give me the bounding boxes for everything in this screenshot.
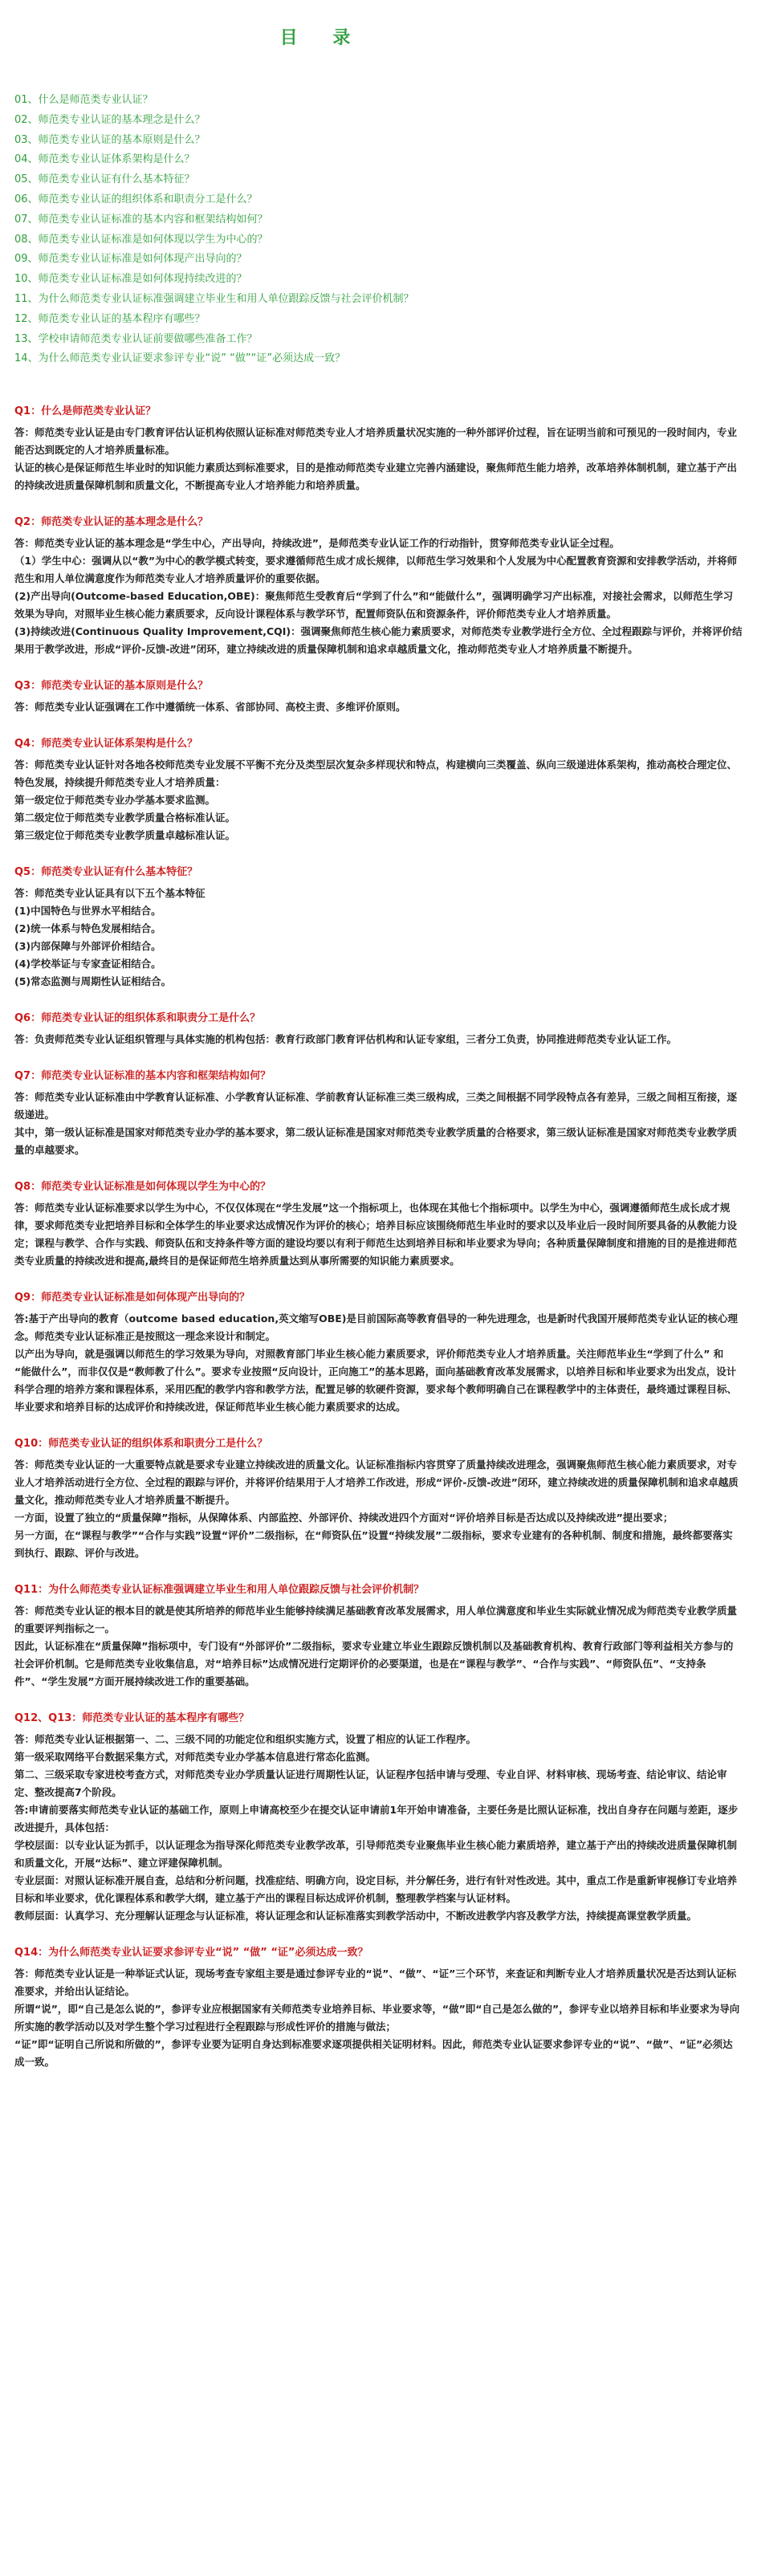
answer-paragraph: 答：师范类专业认证具有以下五个基本特征 [14, 887, 206, 900]
question-heading: Q1：什么是师范类专业认证？ [14, 405, 157, 418]
answer-paragraph: 答：师范类专业认证针对各地各校师范类专业发展不平衡不充分及类型层次复杂多样现状和特点，构建横向三类覆盖、纵向三级递进体系架构，推动高校合理定位、特色发展，持续提升师范类专业人才培养质量： [14, 759, 738, 789]
answer-paragraph: 第二级定位于师范类专业教学质量合格标准认证。 [14, 812, 236, 824]
toc-list [14, 91, 743, 369]
faq-section-6 [14, 1010, 743, 1048]
toc-item-13[interactable]: 13、学校申请师范类专业认证前要做哪些准备工作？ [14, 332, 258, 345]
answer-paragraph: 第二、三级采取专家进校考查方式，对师范类专业办学质量认证进行周期性认证，认证程序包括申请与受理、专业自评、材料审核、现场考查、结论审议、结论审定、整改提高7个阶段。 [14, 1768, 727, 1799]
answer-paragraph: 第一级采取网络平台数据采集方式，对师范类专业办学基本信息进行常态化监测。 [14, 1751, 376, 1764]
answer-paragraph: 其中，第一级认证标准是国家对师范类专业办学的基本要求，第二级认证标准是国家对师范类专业教学质量的合格要求，第三级认证标准是国家对师范类专业教学质量的卓越要求。 [14, 1126, 738, 1157]
question-heading: Q5：师范类专业认证有什么基本特征？ [14, 866, 198, 879]
faq-section-2 [14, 514, 743, 658]
toc-item-9[interactable]: 09、师范类专业认证标准是如何体现产出导向的？ [14, 253, 247, 266]
answer-paragraph: (2)产出导向(Outcome-based Education,OBE)：聚焦师范生受教育后“学到了什么”和“能做什么”，强调明确学习产出标准，对接社会需求，以师范生学习效果为导向，对照毕业生核心能力素质要求，反向设计课程体系与教学环节，配置师资队伍和资源条件，评价师范类专业人才培养质量。 [14, 590, 734, 621]
answer-paragraph: 认证的核心是保证师范生毕业时的知识能力素质达到标准要求，目的是推动师范类专业建立完善内涵建设，聚焦师范生能力培养，改革培养体制机制，建立基于产出的持续改进质量保障机制和质量文化，不断提高专业人才培养能力和培养质量。 [14, 462, 738, 492]
toc-item-1[interactable]: 01、什么是师范类专业认证？ [14, 94, 153, 106]
answer-paragraph: 另一方面，在“课程与教学”“合作与实践”设置“评价”二级指标，在“师资队伍”设置“持续发展”二级指标，要求专业建有的各种机制、制度和措施，最终都要落实到执行、跟踪、评价与改进。 [14, 1529, 733, 1560]
answer-paragraph: (3)持续改进(Continuous Quality Improvement,CQI)：强调聚焦师范生核心能力素质要求，对师范类专业教学进行全方位、全过程跟踪与评价，并将评价结果用于教学改进，形成“评价-反馈-改进”闭环，建立持续改进的质量保障机制和追求卓越质量文化，推动师范类专业人才培养质量不断提升。 [14, 625, 743, 656]
answer-paragraph: 答：负责师范类专业认证组织管理与具体实施的机构包括：教育行政部门教育评估机构和认证专家组，三者分工负责，协同推进师范类专业认证工作。 [14, 1033, 678, 1046]
answer-paragraph: 教师层面：认真学习、充分理解认证理念与认证标准，将认证理念和认证标准落实到教学活动中，不断改进教学内容及教学方法，持续提高课堂教学质量。 [14, 1910, 698, 1923]
answer-paragraph: 答：师范类专业认证的一大重要特点就是要求专业建立持续改进的质量文化。认证标准指标内容贯穿了质量持续改进理念，强调聚焦师范生核心能力素质要求，对专业人才培养活动进行全方位、全过程的跟踪与评价，并将评价结果用于人才培养工作改进，形成“评价-反馈-改进”闭环，建立持续改进的质量保障机制和追求卓越质量文化，推动师范类专业人才培养质量不断提升。 [14, 1459, 739, 1507]
question-heading: Q6：师范类专业认证的组织体系和职责分工是什么？ [14, 1012, 261, 1025]
faq-section-12 [14, 1710, 743, 1925]
faq-section-10 [14, 1435, 743, 1562]
answer-paragraph: （1）学生中心：强调从以“教”为中心的教学模式转变，要求遵循师范生成才成长规律，以师范生学习效果和个人发展为中心配置教育资源和安排教学活动，并将师范生和用人单位满意度作为师范类专业人才培养质量评价的重要依据。 [14, 555, 738, 585]
answer-paragraph: 答：师范类专业认证是由专门教育评估认证机构依照认证标准对师范类专业人才培养质量状况实施的一种外部评价过程，旨在证明当前和可预见的一段时间内，专业能否达到既定的人才培养质量标准。 [14, 426, 738, 457]
toc-item-2[interactable]: 02、师范类专业认证的基本理念是什么？ [14, 113, 206, 126]
toc-item-10[interactable]: 10、师范类专业认证标准是如何体现持续改进的？ [14, 273, 247, 286]
question-heading: Q14：为什么师范类专业认证要求参评专业“说” “做” “证”必须达成一致？ [14, 1947, 368, 1959]
question-heading: Q10：师范类专业认证的组织体系和职责分工是什么？ [14, 1438, 268, 1451]
answer-paragraph: 答：师范类专业认证的基本理念是“学生中心，产出导向，持续改进”，是师范类专业认证工作的行动指针，贯穿师范类专业认证全过程。 [14, 537, 620, 550]
answer-paragraph: 一方面，设置了独立的“质量保障”指标，从保障体系、内部监控、外部评价、持续改进四个方面对“评价培养目标是否达成以及持续改进”提出要求； [14, 1512, 674, 1524]
answer-paragraph: 答:基于产出导向的教育（outcome based education,英文缩写OBE)是目前国际高等教育倡导的一种先进理念，也是新时代我国开展师范类专业认证的核心理念。师范类专业认证标准正是按照这一理念来设计和制定。 [14, 1312, 738, 1343]
answer-paragraph: (2)统一体系与特色发展相结合。 [14, 922, 161, 935]
faq-section-3 [14, 678, 743, 716]
question-heading: Q2：师范类专业认证的基本理念是什么？ [14, 516, 209, 529]
answer-paragraph: (5)常态监测与周期性认证相结合。 [14, 975, 172, 988]
toc-item-14[interactable]: 14、为什么师范类专业认证要求参评专业“说” “做”“证”必须达成一致？ [14, 352, 346, 365]
faq-section-11 [14, 1581, 743, 1691]
answer-paragraph: 因此，认证标准在“质量保障”指标项中，专门设有“外部评价”二级指标，要求专业建立毕业生跟踪反馈机制以及基础教育机构、教育行政部门等利益相关方参与的社会评价机制。它是师范类专业收集信息，对“培养目标”达成情况进行定期评价的必要渠道，也是在“课程与教学”、“合作与实践”、“师资队伍”、“支持条件”、“学生发展”方面开展持续改进工作的重要基础。 [14, 1640, 734, 1688]
toc-item-6[interactable]: 06、师范类专业认证的组织体系和职责分工是什么？ [14, 193, 258, 206]
faq-section-9 [14, 1289, 743, 1416]
question-heading: Q4：师范类专业认证体系架构是什么？ [14, 738, 198, 751]
question-heading: Q11：为什么师范类专业认证标准强调建立毕业生和用人单位跟踪反馈与社会评价机制？ [14, 1584, 425, 1597]
answer-paragraph: 答：师范类专业认证是一种举证式认证，现场考查专家组主要是通过参评专业的“说”、“做”、“证”三个环节，来查证和判断专业人才培养质量状况是否达到认证标准要求，并给出认证结论。 [14, 1968, 737, 1998]
faq-section-7 [14, 1068, 743, 1159]
faq-section-1 [14, 403, 743, 494]
answer-paragraph: 专业层面：对照认证标准开展自查，总结和分析问题，找准症结、明确方向，设定目标，并分解任务，进行有针对性改进。其中，重点工作是重新审视修订专业培养目标和毕业要求，优化课程体系和教学大纲，建立基于产出的课程目标达成评价机制，整理教学档案与认证材料。 [14, 1874, 738, 1905]
answer-paragraph: 答：师范类专业认证标准要求以学生为中心，不仅仅体现在“学生发展”这一个指标项上，也体现在其他七个指标项中。以学生为中心，强调遵循师范生成长成才规律，要求师范类专业把培养目标和全体学生的毕业要求达成情况作为评价的核心；培养目标应该围绕师范生毕业时的要求以及毕业后一段时间所要具备的从教能力设定；课程与教学、合作与实践、师资队伍和支持条件等方面的建设均要以有利于师范生达到培养目标和毕业要求为导向；各种质量保障制度和措施的目的是推进师范类专业质量的持续改进和提高,最终目的是保证师范生培养质量达到从事所需要的知识能力素质要求。 [14, 1202, 738, 1268]
answer-paragraph: (4)学校举证与专家查证相结合。 [14, 958, 161, 971]
answer-paragraph: 所谓“说”，即“自己是怎么说的”，参评专业应根据国家有关师范类专业培养目标、毕业要求等，“做”即“自己是怎么做的”，参评专业以培养目标和毕业要求为导向所实施的教学活动以及对学生整个学习过程进行全程跟踪与形成性评价的措施与做法； [14, 2003, 740, 2033]
toc-item-11[interactable]: 11、为什么师范类专业认证标准强调建立毕业生和用人单位跟踪反馈与社会评价机制？ [14, 292, 414, 305]
answer-paragraph: 答:申请前要落实师范类专业认证的基础工作，原则上申请高校至少在提交认证申请前1年开始申请准备，主要任务是比照认证标准，找出自身存在问题与差距，逐步改进提升，具体包括： [14, 1804, 739, 1834]
question-heading: Q3：师范类专业认证的基本原则是什么？ [14, 680, 209, 693]
answer-paragraph: 以产出为导向，就是强调以师范生的学习效果为导向，对照教育部门毕业生核心能力素质要求，评价师范类专业人才培养质量。关注师范毕业生“学到了什么” 和 “能做什么”，而非仅仅是“教师教了什么”。要求专业按照“反向设计，正向施工”的基本思路，面向基础教育改革发展需求，以培养目标和毕业要求为出发点，设计科学合理的培养方案和课程体系，采用匹配的教学内容和教学方法，配置足够的软硬件资源，要求每个教师明确自己在课程教学中的主体责任，最终通过课程目标、毕业要求和培养目标的达成评价和持续改进，保证师范毕业生核心能力素质要求的达成。 [14, 1348, 738, 1414]
answer-paragraph: 第一级定位于师范类专业办学基本要求监测。 [14, 794, 216, 807]
answer-paragraph: (3)内部保障与外部评价相结合。 [14, 940, 161, 953]
faq-section-13 [14, 1944, 743, 2071]
answer-paragraph: “证”即“证明自己所说和所做的”，参评专业要为证明自身达到标准要求逐项提供相关证明材料。因此，师范类专业认证要求参评专业的“说”、“做”、“证”必须达成一致。 [14, 2038, 733, 2069]
answer-paragraph: (1)中国特色与世界水平相结合。 [14, 905, 161, 918]
answer-paragraph: 第三级定位于师范类专业教学质量卓越标准认证。 [14, 829, 236, 842]
toc-item-4[interactable]: 04、师范类专业认证体系架构是什么？ [14, 153, 195, 166]
answer-paragraph: 答：师范类专业认证根据第一、二、三级不同的功能定位和组织实施方式，设置了相应的认证工作程序。 [14, 1733, 477, 1746]
question-heading: Q9：师范类专业认证标准是如何体现产出导向的？ [14, 1292, 250, 1304]
faq-section-5 [14, 864, 743, 991]
answer-paragraph: 答：师范类专业认证标准由中学教育认证标准、小学教育认证标准、学前教育认证标准三类三级构成，三类之间根据不同学段特点各有差异，三级之间相互衔接，逐级递进。 [14, 1091, 738, 1121]
toc-item-5[interactable]: 05、师范类专业认证有什么基本特征？ [14, 173, 195, 186]
toc-title: 目 录 [279, 28, 365, 48]
question-heading: Q8：师范类专业认证标准是如何体现以学生为中心的？ [14, 1181, 271, 1194]
faq-sections [14, 403, 743, 2071]
toc-item-12[interactable]: 12、师范类专业认证的基本程序有哪些？ [14, 312, 206, 325]
faq-section-4 [14, 735, 743, 844]
question-heading: Q7：师范类专业认证标准的基本内容和框架结构如何？ [14, 1070, 271, 1083]
answer-paragraph: 学校层面：以专业认证为抓手，以认证理念为指导深化师范类专业教学改革，引导师范类专业聚焦毕业生核心能力素质培养，建立基于产出的持续改进质量保障机制和质量文化，开展“达标”、建立评建保障机制。 [14, 1839, 738, 1870]
faq-section-8 [14, 1178, 743, 1270]
question-heading: Q12、Q13：师范类专业认证的基本程序有哪些？ [14, 1712, 250, 1725]
answer-paragraph: 答：师范类专业认证的根本目的就是使其所培养的师范毕业生能够持续满足基础教育改革发展需求，用人单位满意度和毕业生实际就业情况成为师范类专业教学质量的重要评判指标之一。 [14, 1605, 738, 1635]
toc-item-3[interactable]: 03、师范类专业认证的基本原则是什么？ [14, 133, 206, 146]
toc-item-7[interactable]: 07、师范类专业认证标准的基本内容和框架结构如何？ [14, 213, 268, 226]
answer-paragraph: 答：师范类专业认证强调在工作中遵循统一体系、省部协同、高校主责、多维评价原则。 [14, 701, 406, 714]
toc-item-8[interactable]: 08、师范类专业认证标准是如何体现以学生为中心的？ [14, 233, 268, 246]
